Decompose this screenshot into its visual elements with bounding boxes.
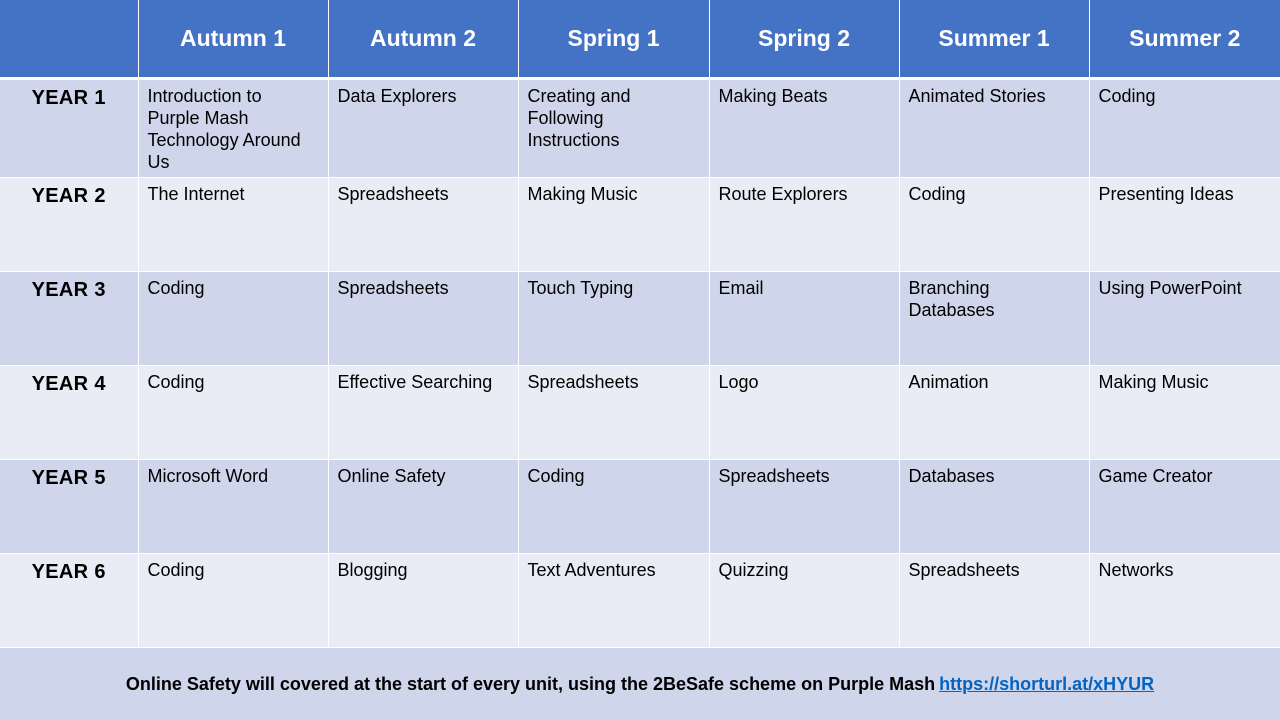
unit-cell: Touch Typing [518,271,709,365]
unit-cell: Introduction to Purple Mash Technology Around Us [138,78,328,177]
unit-cell: Coding [138,271,328,365]
footer-note: Online Safety will covered at the start of every unit, using the 2BeSafe scheme on Purple Mash [125,673,936,694]
unit-cell: Coding [138,553,328,647]
unit-cell: Animated Stories [899,78,1089,177]
unit-cell: Databases [899,459,1089,553]
unit-cell: Making Music [1089,365,1280,459]
unit-cell: Making Music [518,177,709,271]
unit-cell: Branching Databases [899,271,1089,365]
unit-cell: Blogging [328,553,518,647]
online-safety-footer [0,648,1280,720]
year-label-cell: YEAR 3 [0,271,138,365]
year-label-cell: YEAR 4 [0,365,138,459]
table-row-year-2 [0,177,1280,271]
year-label-cell: YEAR 2 [0,177,138,271]
unit-cell: Text Adventures [518,553,709,647]
year-label-cell: YEAR 6 [0,553,138,647]
unit-cell: Networks [1089,553,1280,647]
unit-cell: Online Safety [328,459,518,553]
unit-cell: Spreadsheets [899,553,1089,647]
unit-cell: Coding [899,177,1089,271]
unit-cell: Game Creator [1089,459,1280,553]
unit-cell: Coding [138,365,328,459]
header-corner-cell [0,0,138,78]
unit-cell: Using PowerPoint [1089,271,1280,365]
header-summer-2: Summer 2 [1089,0,1280,78]
purple-mash-link[interactable]: https://shorturl.at/xHYUR [939,673,1155,694]
table-row-year-4 [0,365,1280,459]
unit-cell: Spreadsheets [518,365,709,459]
unit-cell: Presenting Ideas [1089,177,1280,271]
unit-cell: Coding [518,459,709,553]
unit-cell: Creating and Following Instructions [518,78,709,177]
unit-cell: Spreadsheets [709,459,899,553]
year-label-cell: YEAR 1 [0,78,138,177]
unit-cell: Quizzing [709,553,899,647]
unit-cell: Coding [1089,78,1280,177]
header-spring-1: Spring 1 [518,0,709,78]
unit-cell: Microsoft Word [138,459,328,553]
unit-cell: Route Explorers [709,177,899,271]
header-spring-2: Spring 2 [709,0,899,78]
unit-cell: Data Explorers [328,78,518,177]
unit-cell: Email [709,271,899,365]
year-label-cell: YEAR 5 [0,459,138,553]
unit-cell: Making Beats [709,78,899,177]
unit-cell: The Internet [138,177,328,271]
table-row-year-3 [0,271,1280,365]
header-autumn-2: Autumn 2 [328,0,518,78]
unit-cell: Spreadsheets [328,177,518,271]
table-row-year-1 [0,78,1280,177]
unit-cell: Animation [899,365,1089,459]
header-autumn-1: Autumn 1 [138,0,328,78]
table-row-year-6 [0,553,1280,647]
table-row-year-5 [0,459,1280,553]
header-row [0,0,1280,78]
unit-cell: Logo [709,365,899,459]
unit-cell: Spreadsheets [328,271,518,365]
header-summer-1: Summer 1 [899,0,1089,78]
unit-cell: Effective Searching [328,365,518,459]
